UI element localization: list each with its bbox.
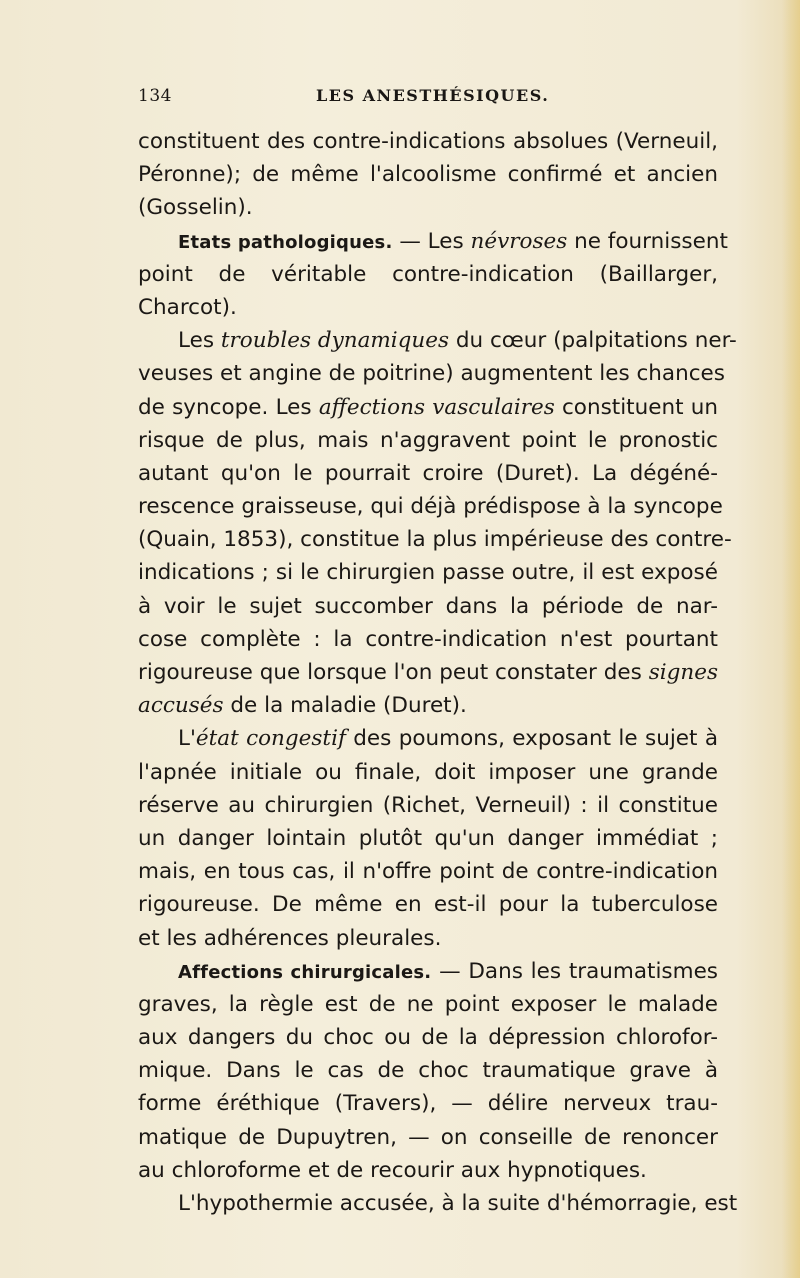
- body-text: [138, 125, 738, 1220]
- text-line: autant qu'on le pourrait croire (Duret). La dégéné-: [138, 460, 718, 486]
- text-line: Charcot).: [138, 294, 237, 320]
- text-line: veuses et angine de poitrine) augmentent les chances: [138, 361, 725, 387]
- text-line: (Quain, 1853), constitue la plus impérieuse des contre-: [138, 527, 732, 553]
- text-line: mique. Dans le cas de choc traumatique grave à: [138, 1058, 718, 1084]
- text-line: de syncope. Les affections vasculaires constituent un: [138, 394, 718, 420]
- text-line: constituent des contre-indications absolues (Verneuil,: [138, 129, 718, 154]
- text-line: Les troubles dynamiques du cœur (palpitations ner-: [178, 328, 737, 354]
- page-edge-stain: [782, 0, 800, 1278]
- text-line: aux dangers du choc ou de la dépression chlorofor-: [138, 1025, 718, 1051]
- text-line: un danger lointain plutôt qu'un danger immédiat ;: [138, 825, 718, 851]
- text-line: point de véritable contre-indication (Baillarger,: [138, 261, 718, 287]
- text-line: forme éréthique (Travers), — délire nerveux trau-: [138, 1091, 718, 1117]
- text-line: L'hypothermie accusée, à la suite d'hémorragie, est: [178, 1191, 738, 1216]
- running-header: [138, 86, 718, 112]
- section-heading-line: Etats pathologiques. — Les névroses ne fournissent: [178, 228, 728, 254]
- section-heading: Etats pathologiques.: [178, 231, 393, 253]
- text-line: cose complète : la contre-indication n'est pourtant: [138, 626, 718, 652]
- text-line: (Gosselin).: [138, 195, 253, 221]
- text-line: réserve au chirurgien (Richet, Verneuil) : il constitue: [138, 792, 718, 818]
- text-line: au chloroforme et de recourir aux hypnotiques.: [138, 1157, 647, 1183]
- text-line: rigoureuse. De même en est-il pour la tuberculose: [138, 892, 718, 918]
- text-line: Péronne); de même l'alcoolisme confirmé et ancien: [138, 162, 718, 188]
- text-line: graves, la règle est de ne point exposer le malade: [138, 991, 718, 1017]
- text-line: matique de Dupuytren, — on conseille de renoncer: [138, 1124, 718, 1150]
- section-heading-line: Affections chirurgicales. — Dans les traumatismes: [178, 958, 718, 984]
- text-line: et les adhérences pleurales.: [138, 925, 442, 951]
- text-line: l'apnée initiale ou finale, doit imposer une grande: [138, 759, 718, 785]
- text-line: L'état congestif des poumons, exposant le sujet à: [178, 726, 718, 752]
- text-line: risque de plus, mais n'aggravent point le pronostic: [138, 427, 718, 453]
- text-line: rescence graisseuse, qui déjà prédispose à la syncope: [138, 494, 723, 520]
- section-heading: Affections chirurgicales.: [178, 961, 432, 983]
- text-line: indications ; si le chirurgien passe outre, il est exposé: [138, 560, 718, 586]
- text-line: rigoureuse que lorsque l'on peut constater des signes: [138, 660, 718, 685]
- text-line: accusés de la maladie (Duret).: [138, 693, 467, 719]
- running-title: LES ANESTHÉSIQUES.: [316, 86, 550, 105]
- text-line: à voir le sujet succomber dans la période de nar-: [138, 593, 718, 619]
- page-number: 134: [138, 86, 172, 106]
- text-line: mais, en tous cas, il n'offre point de contre-indication: [138, 859, 718, 885]
